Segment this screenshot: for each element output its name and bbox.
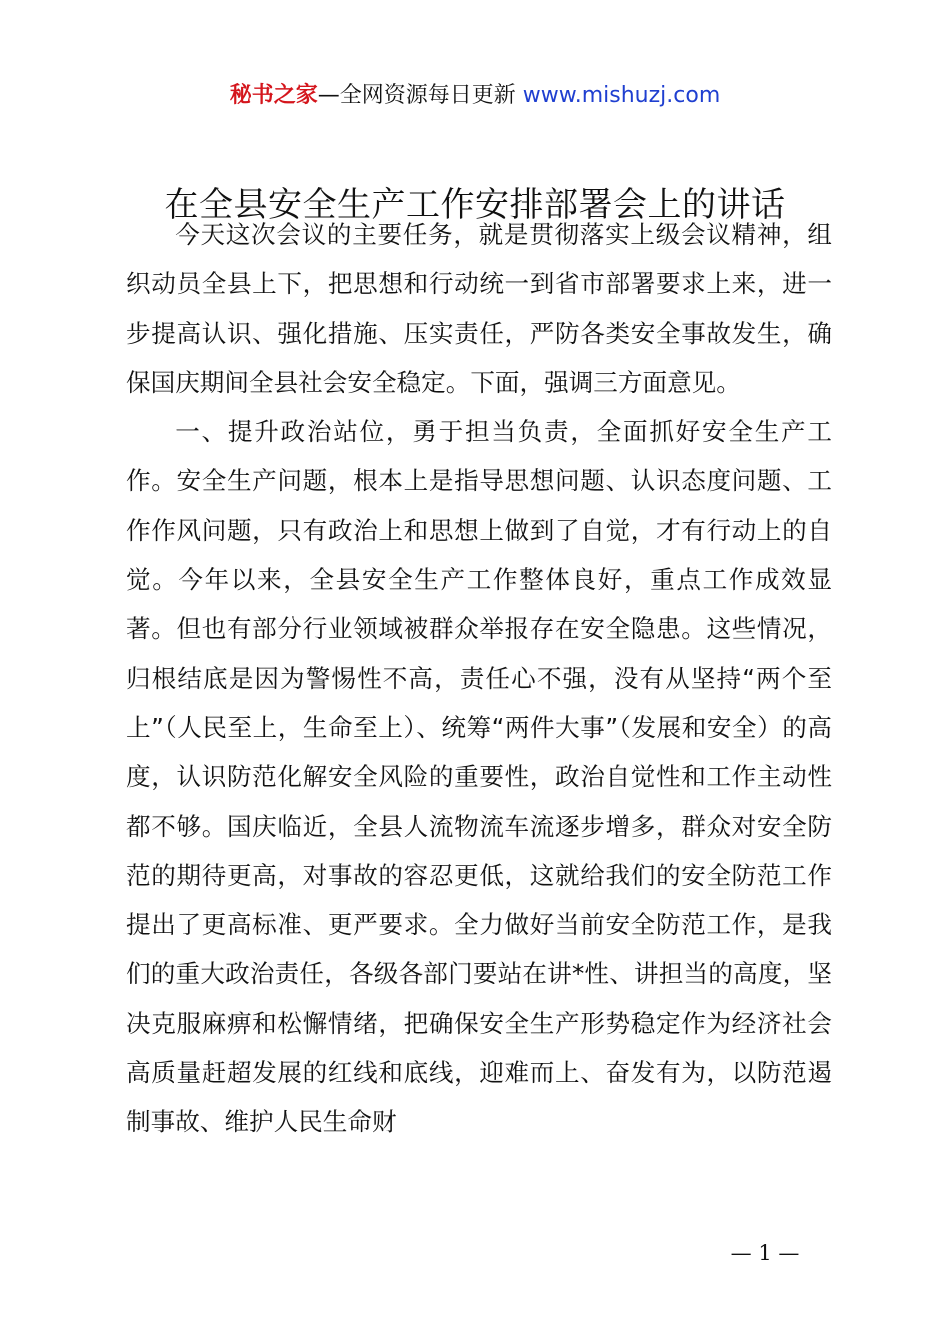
site-brand: 秘书之家 (229, 83, 318, 108)
paragraph-intro: 今天这次会议的主要任务，就是贯彻落实上级会议精神，组织动员全县上下，把思想和行动统一到省市部署要求上来，进一步提高认识、强化措施、压实责任，严防各类安全事故发生，确保国庆期间全县社会安全稳定。下面，强调三方面意见。 (126, 220, 832, 397)
site-slogan: —全网资源每日更新 (317, 83, 523, 108)
document-title: 在全县安全生产工作安排部署会上的讲话 (164, 185, 786, 225)
site-url-link[interactable]: www.mishuzj.com (522, 83, 721, 108)
paragraph-section-one: 一、提升政治站位，勇于担当负责，全面抓好安全生产工作。安全生产问题，根本上是指导思想问题、认识态度问题、工作作风问题，只有政治上和思想上做到了自觉，才有行动上的自觉。今年以来，全县安全生产工作整体良好，重点工作成效显著。但也有部分行业领域被群众举报存在安全隐患。这些情况，归根结底是因为警惕性不高，责任心不强，没有从坚持“两个至上”（人民至上，生命至上）、统筹“两件大事”（发展和安全）的高度，认识防范化解安全风险的重要性，政治自觉性和工作主动性都不够。国庆临近，全县人流物流车流逐步增多，群众对安全防范的期待更高，对事故的容忍更低，这就给我们的安全防范工作提出了更高标准、更严要求。全力做好当前安全防范工作，是我们的重大政治责任，各级各部门要站在讲*性、讲担当的高度，坚决克服麻痹和松懈情绪，把确保安全生产形势稳定作为经济社会高质量赶超发展的红线和底线，迎难而上、奋发有为，以防范遏制事故、维护人民生命财 (126, 417, 832, 1137)
page-number: — 1 — (730, 1241, 800, 1265)
site-header (0, 80, 950, 112)
document-body (126, 210, 832, 1147)
